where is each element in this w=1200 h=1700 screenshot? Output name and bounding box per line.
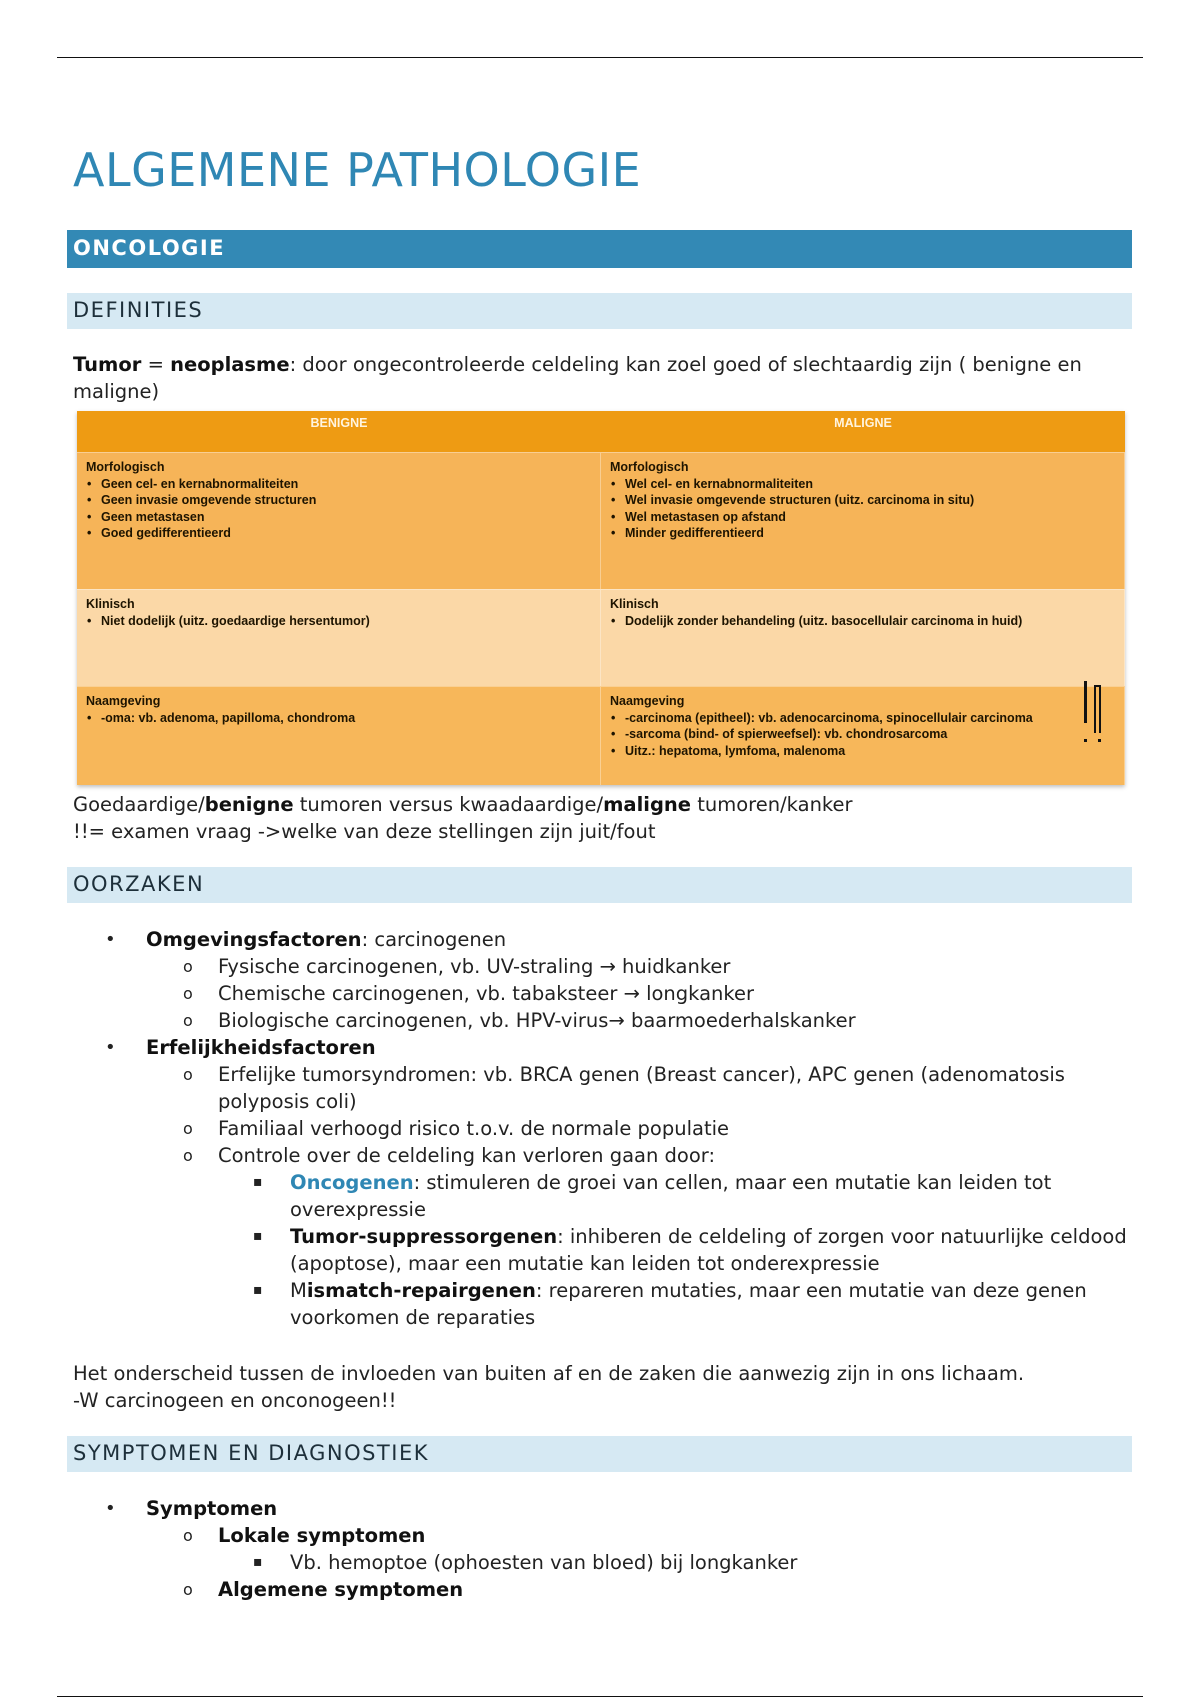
heading-definities: DEFINITIES [67, 293, 1132, 329]
list-item: o Algemene symptomen [73, 1576, 1128, 1603]
definition-paragraph: Tumor = neoplasme: door ongecontroleerde celdeling kan zoel goed of slechtaardig zijn ( benigne en maligne) [73, 353, 1082, 403]
list-item: ▪ Oncogenen: stimuleren de groei van cellen, maar een mutatie kan leiden tot overexpressie [73, 1169, 1128, 1223]
table-cell: Naamgeving • -carcinoma (epitheel): vb. adenocarcinoma, spinocellulair carcinoma • -sarcoma (bind- of spierweefsel): vb. chondrosarcoma • Uitz.: hepatoma, lymfoma, malenoma [601, 686, 1125, 785]
table-row [77, 452, 1125, 589]
table-header [77, 411, 1125, 452]
list-item: • Uitz.: hepatoma, lymfoma, malenoma [610, 743, 1115, 760]
table-cell: Morfologisch • Wel cel- en kernabnormaliteiten • Wel invasie omgevende structuren (uitz. carcinoma in situ) • Wel metastasen op afstand • Minder gedifferentieerd [601, 452, 1125, 589]
top-rule [57, 57, 1143, 58]
exam-note: !!= examen vraag ->welke van deze stellingen zijn juit/fout [73, 820, 656, 843]
list-item: o Controle over de celdeling kan verloren gaan door: [73, 1142, 1128, 1169]
list-item: o Biologische carcinogenen, vb. HPV-virus→ baarmoederhalskanker [73, 1007, 1128, 1034]
list-item: • Wel cel- en kernabnormaliteiten [610, 476, 1115, 493]
column-header-maligne: MALIGNE [834, 416, 892, 430]
list-item: • Wel invasie omgevende structuren (uitz. carcinoma in situ) [610, 492, 1115, 509]
list-item: • Niet dodelijk (uitz. goedaardige hersentumor) [86, 613, 591, 630]
table-row [77, 589, 1125, 686]
comparison-note: Goedaardige/benigne tumoren versus kwaadaardige/maligne tumoren/kanker [73, 793, 853, 816]
list-item: o Lokale symptomen [73, 1522, 1128, 1549]
symptoms-list [73, 1495, 1128, 1603]
list-item: • Dodelijk zonder behandeling (uitz. basocellulair carcinoma in huid) [610, 613, 1115, 630]
table-cell: Klinisch • Dodelijk zonder behandeling (uitz. basocellulair carcinoma in huid) [601, 589, 1125, 686]
list-item: o Familiaal verhoogd risico t.o.v. de normale populatie [73, 1115, 1128, 1142]
list-item: ▪ Tumor-suppressorgenen: inhiberen de celdeling of zorgen voor natuurlijke celdood (apoptose), maar een mutatie kan leiden tot onderexpressie [73, 1223, 1128, 1277]
term-tumor: Tumor [73, 353, 142, 376]
causes-note-2: -W carcinogeen en onconogeen!! [73, 1389, 397, 1412]
list-item: • Wel metastasen op afstand [610, 509, 1115, 526]
table-cell: Naamgeving • -oma: vb. adenoma, papilloma, chondroma [77, 686, 601, 785]
list-item: • Erfelijkheidsfactoren [73, 1034, 1128, 1061]
list-item: • Geen cel- en kernabnormaliteiten [86, 476, 591, 493]
bottom-rule [57, 1696, 1143, 1697]
list-item: ▪ Mismatch-repairgenen: repareren mutaties, maar een mutatie van deze genen voorkomen de reparaties [73, 1277, 1128, 1331]
page-title: ALGEMENE PATHOLOGIE [73, 143, 642, 197]
list-item: • Geen metastasen [86, 509, 591, 526]
column-header-benigne: BENIGNE [310, 416, 368, 430]
causes-note-1: Het onderscheid tussen de invloeden van buiten af en de zaken die aanwezig zijn in ons lichaam. [73, 1362, 1025, 1385]
list-item: o Fysische carcinogenen, vb. UV-straling → huidkanker [73, 953, 1128, 980]
list-item: • Omgevingsfactoren: carcinogenen [73, 926, 1128, 953]
list-item: • Symptomen [73, 1495, 1128, 1522]
list-item: • Minder gedifferentieerd [610, 525, 1115, 542]
list-item: o Erfelijke tumorsyndromen: vb. BRCA genen (Breast cancer), APC genen (adenomatosis polyposis coli) [73, 1061, 1128, 1115]
heading-symptomen: SYMPTOMEN EN DIAGNOSTIEK [67, 1436, 1132, 1472]
table-row [77, 686, 1125, 785]
list-item: • -oma: vb. adenoma, papilloma, chondroma [86, 710, 591, 727]
table-cell: Klinisch • Niet dodelijk (uitz. goedaardige hersentumor) [77, 589, 601, 686]
list-item: ▪ Vb. hemoptoe (ophoesten van bloed) bij longkanker [73, 1549, 1128, 1576]
list-item: • Geen invasie omgevende structuren [86, 492, 591, 509]
list-item: • Goed gedifferentieerd [86, 525, 591, 542]
list-item: • -carcinoma (epitheel): vb. adenocarcinoma, spinocellulair carcinoma [610, 710, 1115, 727]
causes-list [73, 926, 1128, 1331]
section-heading-oncologie: ONCOLOGIE [67, 230, 1132, 268]
table-cell: Morfologisch • Geen cel- en kernabnormaliteiten • Geen invasie omgevende structuren • Geen metastasen • Goed gedifferentieerd [77, 452, 601, 589]
comparison-table [77, 411, 1125, 785]
term-neoplasme: neoplasme [170, 353, 290, 376]
heading-oorzaken: OORZAKEN [67, 867, 1132, 903]
list-item: o Chemische carcinogenen, vb. tabaksteer → longkanker [73, 980, 1128, 1007]
annotation-marks [1081, 673, 1103, 743]
list-item: • -sarcoma (bind- of spierweefsel): vb. chondrosarcoma [610, 726, 1115, 743]
